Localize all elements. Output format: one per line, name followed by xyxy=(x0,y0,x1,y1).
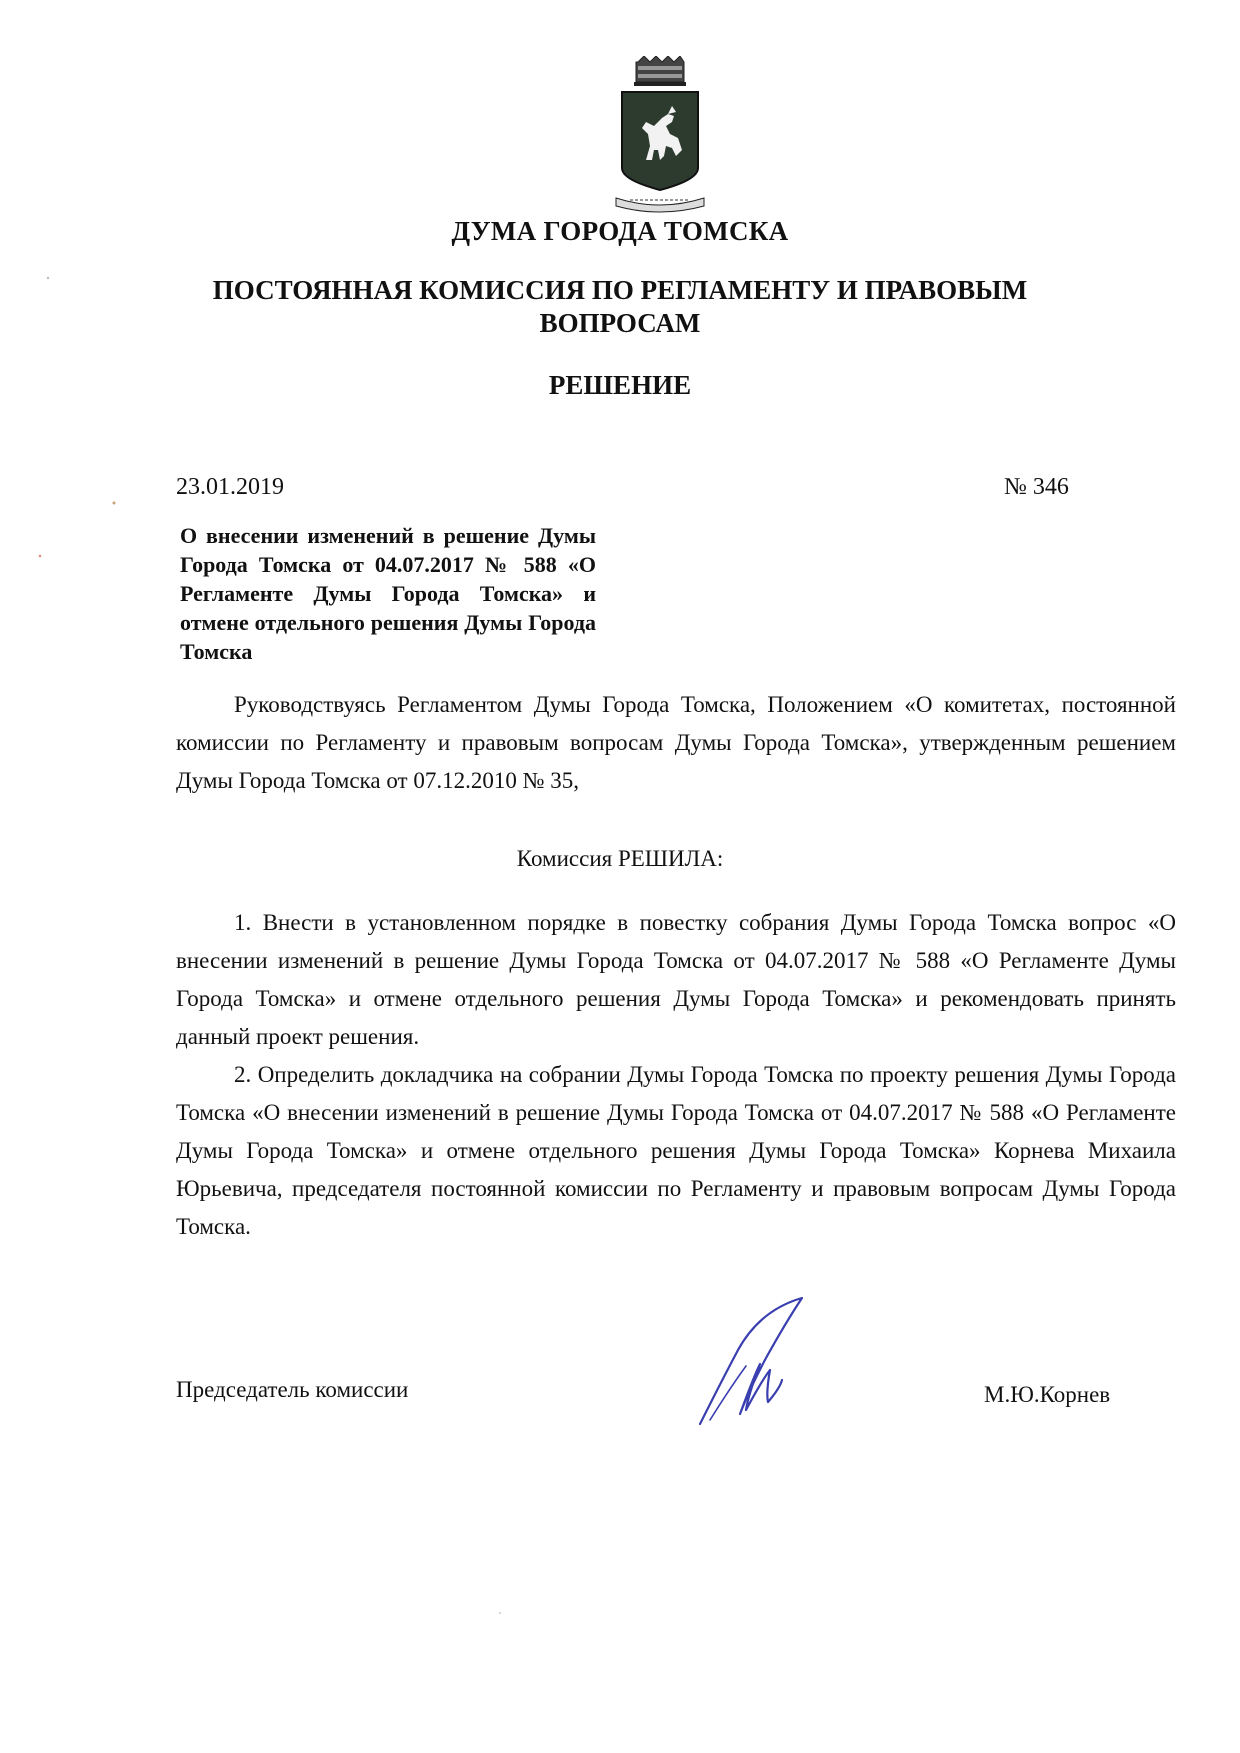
commission-title: ПОСТОЯННАЯ КОМИССИЯ ПО РЕГЛАМЕНТУ И ПРАВОВЫМ ВОПРОСАМ xyxy=(212,275,1028,338)
handwritten-signature-icon xyxy=(690,1292,840,1432)
intro-text: Руководствуясь Регламентом Думы Города Томска, Положением «О комитетах, постоянной комиссии по Регламенту и правовым вопросам Думы Города Томска», утвержденным решением Думы Города Томска от 07.12.2010 № 35, xyxy=(176,692,1176,793)
document-type: РЕШЕНИЕ xyxy=(548,370,692,400)
resolution-item: 1. Внести в установленном порядке в повестку собрания Думы Города Томска вопрос «О внесении изменений в решение Думы Города Томска от 04.07.2017 № 588 «О Регламенте Думы Города Томска» и отмене отдельного решения Думы Города Томска» и рекомендовать принять данный проект решения. xyxy=(176,910,1176,1049)
resolution-items xyxy=(176,904,1176,1246)
document-date: 23.01.2019 xyxy=(176,474,284,500)
document-number: № 346 xyxy=(1004,474,1069,500)
signatory-name: М.Ю.Корнев xyxy=(984,1382,1111,1407)
resolution-item: 2. Определить докладчика на собрании Думы Города Томска по проекту решения Думы Города Томска «О внесении изменений в решение Думы Города Томска от 04.07.2017 № 588 «О Регламенте Думы Города Томска» и отмене отдельного решения Думы Города Томска» Корнева Михаила Юрьевича, председателя постоянной комиссии по Регламенту и правовым вопросам Думы Города Томска. xyxy=(176,1062,1176,1239)
organization-title: ДУМА ГОРОДА ТОМСКА xyxy=(451,216,789,246)
intro-paragraph xyxy=(176,686,1176,800)
resolved-heading: Комиссия РЕШИЛА: xyxy=(516,846,724,871)
signatory-role: Председатель комиссии xyxy=(176,1377,409,1402)
coat-of-arms-icon xyxy=(612,56,708,218)
document-subject: О внесении изменений в решение Думы Города Томска от 04.07.2017 № 588 «О Регламенте Думы Города Томска» и отмене отдельного решения Думы Города Томска xyxy=(180,523,596,664)
